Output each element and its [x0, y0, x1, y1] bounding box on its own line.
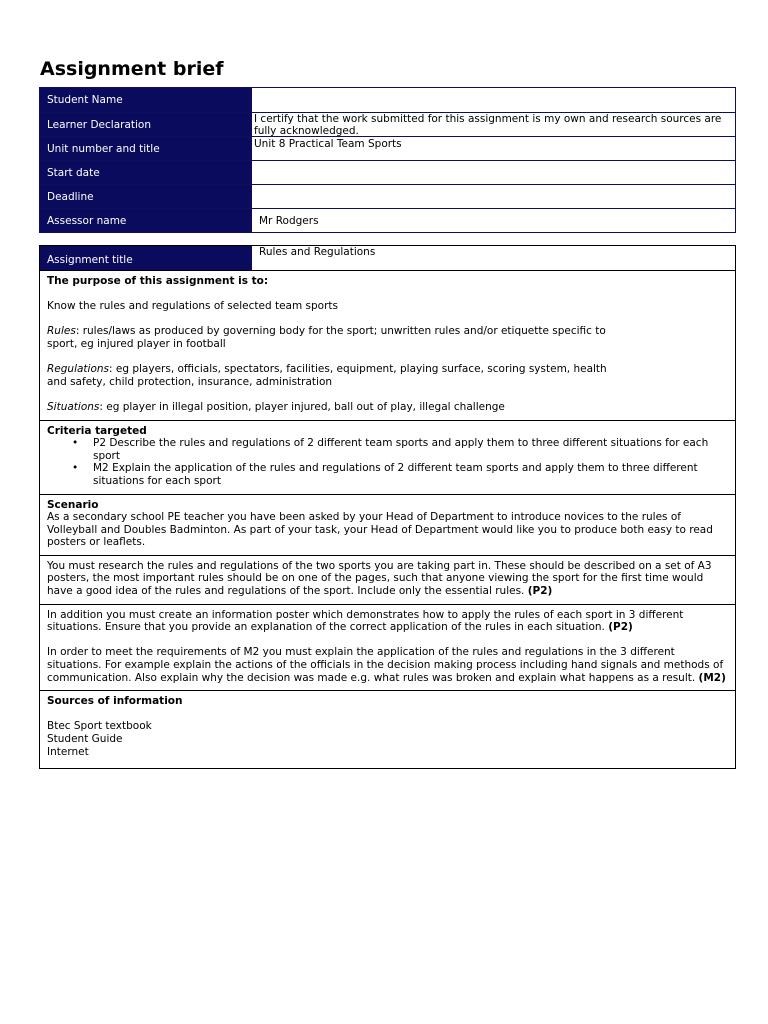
- criteria-list: [47, 437, 728, 487]
- assignment-title-value: Rules and Regulations: [259, 246, 376, 258]
- scenario-heading: Scenario: [47, 498, 99, 511]
- task-merit-paragraph: [47, 646, 728, 684]
- student-name-label: Student Name: [40, 88, 252, 112]
- regulations-paragraph: [47, 363, 617, 388]
- source-item: Internet: [47, 745, 89, 758]
- source-item: Student Guide: [47, 733, 123, 745]
- task-research-paragraph: [47, 560, 728, 598]
- assessor-value: Mr Rodgers: [259, 214, 319, 227]
- criteria-item: [72, 437, 728, 462]
- scenario-text: As a secondary school PE teacher you have been asked by your Head of Department to introduce novices to the rules of Volleyball and Doubles Badminton. As part of your task, your Head of Department would like you to produce both easy to read posters or leaflets.: [47, 511, 713, 549]
- start-date-label: Start date: [40, 161, 252, 184]
- source-item: Btec Sport textbook: [47, 720, 152, 733]
- criteria-heading: Criteria targeted: [47, 424, 147, 437]
- purpose-text: Know the rules and regulations of selected team sports: [47, 300, 339, 313]
- criteria-item-text: M2 Explain the application of the rules and regulations of 2 different team sports and apply them to three different situations for each sport: [93, 462, 698, 487]
- task-research-section: [40, 556, 735, 605]
- purpose-heading: The purpose of this assignment is to:: [47, 275, 269, 287]
- assessor-label: Assessor name: [40, 209, 252, 232]
- sources-section: [40, 691, 735, 768]
- scenario-section: [40, 495, 735, 556]
- task-research-criteria-tag: (P2): [527, 585, 553, 598]
- task-poster-paragraph: [47, 609, 728, 634]
- rules-paragraph: [47, 325, 617, 350]
- assignment-details-table: [39, 245, 736, 769]
- task-poster-criteria-tag: (P2): [608, 621, 633, 634]
- start-date-field[interactable]: [252, 161, 735, 184]
- deadline-row: [40, 184, 735, 208]
- deadline-label: Deadline: [40, 185, 252, 208]
- task-poster-text: In addition you must create an information poster which demonstrates how to apply the rules of each sport in 3 different situations. Ensure that you provide an explanation of the correct application of the rules in each situation.: [47, 608, 684, 634]
- criteria-section: [40, 421, 735, 495]
- student-name-field[interactable]: [252, 88, 735, 112]
- learner-declaration-text: I certify that the work submitted for this assignment is my own and research sources are fully acknowledged.: [254, 112, 722, 137]
- purpose-section: [40, 271, 735, 421]
- criteria-item-text: P2 Describe the rules and regulations of 2 different team sports and apply them to three different situations for each sport: [93, 437, 709, 462]
- deadline-field[interactable]: [252, 185, 735, 208]
- assignment-title-row: [40, 246, 735, 271]
- learner-declaration-label: Learner Declaration: [40, 113, 252, 136]
- unit-value: Unit 8 Practical Team Sports: [254, 138, 402, 150]
- task-research-text: You must research the rules and regulations of the two sports you are taking part in. These should be described on a set of A3 posters, the most important rules should be on one of the pages, such that anyone viewing the sport for the first time would have a good idea of the rules and regulations of the sport. Include only the essential rules.: [47, 559, 712, 598]
- assessor-row: [40, 208, 735, 232]
- sources-heading: Sources of information: [47, 695, 183, 708]
- bullet-icon: •: [72, 437, 79, 450]
- student-name-row: [40, 88, 735, 112]
- task-merit-criteria-tag: (M2): [698, 671, 726, 684]
- rules-text: : rules/laws as produced by governing body for the sport; unwritten rules and/or etiquette specific to sport, eg injured player in football: [47, 325, 606, 350]
- bullet-icon: •: [72, 462, 79, 475]
- unit-row: [40, 136, 735, 160]
- regulations-term: Regulations: [47, 363, 110, 376]
- unit-label: Unit number and title: [40, 137, 252, 160]
- rules-term: Rules: [47, 325, 76, 338]
- student-info-table: [39, 87, 736, 233]
- start-date-row: [40, 160, 735, 184]
- learner-declaration-row: [40, 112, 735, 136]
- situations-paragraph: [47, 401, 728, 414]
- assignment-title-label: Assignment title: [40, 246, 252, 270]
- page-title: Assignment brief: [40, 58, 224, 80]
- criteria-item: [72, 462, 728, 487]
- task-poster-section: [40, 605, 735, 692]
- situations-term: Situations: [47, 400, 100, 413]
- regulations-text: : eg players, officials, spectators, facilities, equipment, playing surface, scoring system, health and safety, child protection, insurance, administration: [47, 363, 607, 388]
- situations-text: : eg player in illegal position, player injured, ball out of play, illegal challenge: [99, 400, 505, 413]
- task-merit-text: In order to meet the requirements of M2 you must explain the application of the rules and regulations in the 3 different situations. For example explain the actions of the officials in the decision making process including hand signals and methods of communication. Also explain why the decision was made e.g. what rules was broken and explain what happens as a result.: [47, 646, 724, 684]
